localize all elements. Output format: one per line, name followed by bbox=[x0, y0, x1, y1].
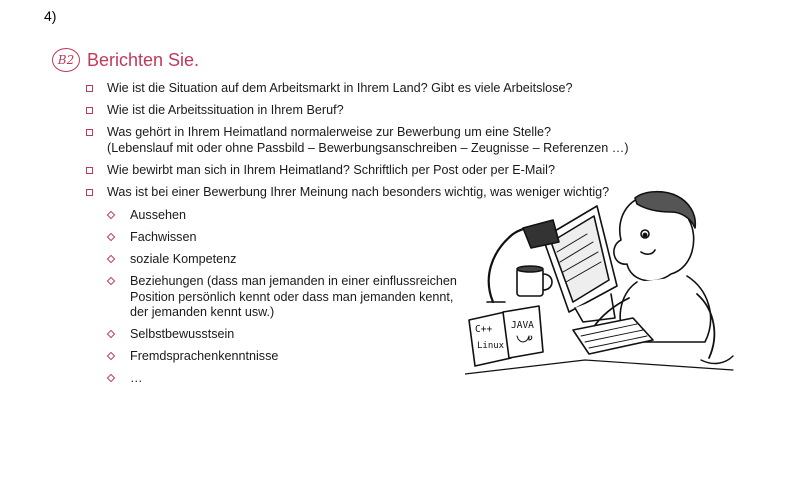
square-bullet-icon bbox=[86, 85, 93, 92]
aspect-item bbox=[107, 371, 470, 387]
aspect-item bbox=[107, 274, 470, 321]
aspect-item bbox=[107, 252, 470, 268]
square-bullet-icon bbox=[86, 129, 93, 136]
diamond-bullet-icon bbox=[107, 255, 115, 263]
diamond-bullet-icon bbox=[107, 374, 115, 382]
aspect-text: Beziehungen (dass man jemanden in einer einflussreichen Position persönlich kennt oder dass man jemanden kennt, der jemanden kennt usw.) bbox=[130, 274, 457, 319]
diamond-bullet-icon bbox=[107, 277, 115, 285]
question-text: Wie ist die Situation auf dem Arbeitsmarkt in Ihrem Land? Gibt es viele Arbeitslose? bbox=[107, 81, 573, 95]
diamond-bullet-icon bbox=[107, 352, 115, 360]
desk-edge bbox=[465, 360, 733, 374]
question-text: Wie ist die Arbeitssituation in Ihrem Beruf? bbox=[107, 103, 344, 117]
question-item bbox=[86, 163, 629, 179]
section-header bbox=[52, 48, 199, 72]
book-label-java: JAVA bbox=[511, 320, 534, 331]
book-label-cpp: C++ bbox=[475, 324, 493, 335]
square-bullet-icon bbox=[86, 189, 93, 196]
question-item bbox=[86, 81, 629, 97]
aspect-text: soziale Kompetenz bbox=[130, 252, 237, 266]
aspect-item bbox=[107, 230, 470, 246]
diamond-bullet-icon bbox=[107, 233, 115, 241]
aspect-item bbox=[107, 349, 470, 365]
aspect-text: Fachwissen bbox=[130, 230, 197, 244]
page-number: 4) bbox=[44, 8, 57, 24]
aspect-item bbox=[107, 327, 470, 343]
section-title: Berichten Sie. bbox=[87, 49, 200, 70]
level-badge: B2 bbox=[52, 48, 80, 72]
diamond-bullet-icon bbox=[107, 330, 115, 338]
question-item bbox=[86, 125, 629, 156]
coffee-mug-drawing bbox=[517, 266, 552, 296]
aspect-text: Fremdsprachenkenntnisse bbox=[130, 349, 279, 363]
square-bullet-icon bbox=[86, 107, 93, 114]
book-stack-drawing bbox=[469, 306, 543, 366]
question-text: Was gehört in Ihrem Heimatland normalerweise zur Bewerbung um eine Stelle? bbox=[107, 125, 552, 139]
question-item bbox=[86, 103, 629, 119]
aspect-text: Selbstbewusstsein bbox=[130, 327, 235, 341]
question-detail: (Lebenslauf mit oder ohne Passbild – Bewerbungsanschreiben – Zeugnisse – Referenzen …) bbox=[107, 140, 629, 155]
book-label-linux: Linux bbox=[477, 341, 505, 351]
diamond-bullet-icon bbox=[107, 211, 115, 219]
aspect-item bbox=[107, 208, 470, 224]
question-text: Wie bewirbt man sich in Ihrem Heimatland? Schriftlich per Post oder per E-Mail? bbox=[107, 162, 555, 177]
aspect-text: … bbox=[130, 371, 143, 385]
computer-user-illustration bbox=[465, 190, 740, 385]
square-bullet-icon bbox=[86, 167, 93, 174]
question-text: Was ist bei einer Bewerbung Ihrer Meinung nach besonders wichtig, was weniger wichtig? bbox=[107, 184, 610, 199]
aspect-text: Aussehen bbox=[130, 208, 187, 222]
